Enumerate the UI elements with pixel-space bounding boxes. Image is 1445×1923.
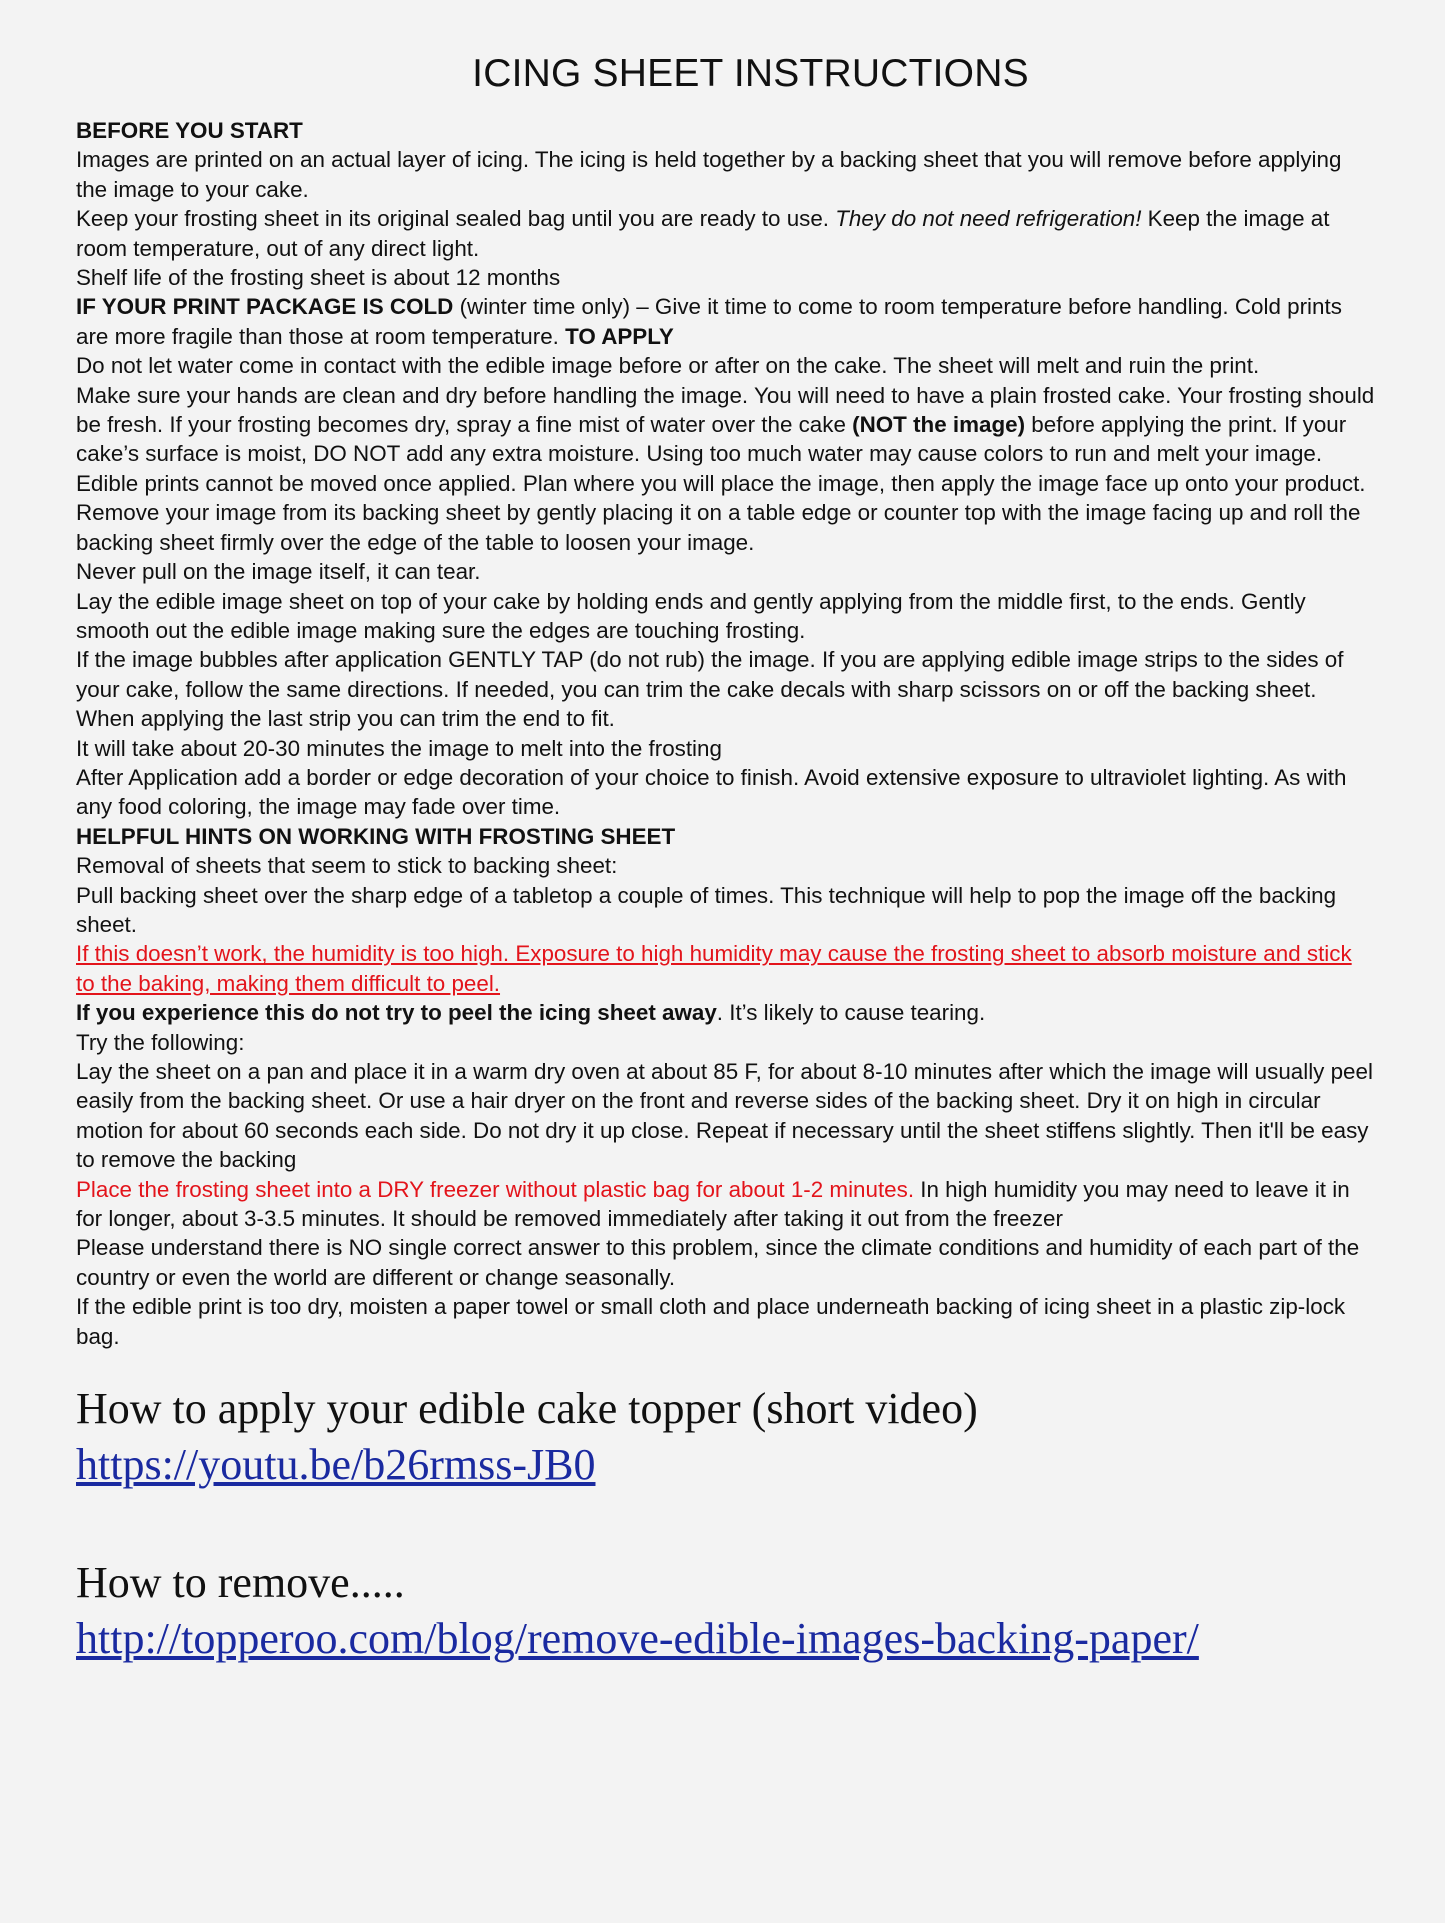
- text-run-bold: IF YOUR PRINT PACKAGE IS COLD: [76, 294, 454, 320]
- video-link[interactable]: https://youtu.be/b26rmss-JB0: [76, 1440, 596, 1490]
- links-section: [76, 1381, 1385, 1667]
- remove-link[interactable]: http://topperoo.com/blog/remove-edible-images-backing-paper/: [76, 1614, 1199, 1664]
- paragraph: [76, 998, 1376, 1027]
- paragraph: [76, 292, 1376, 351]
- spacer: [76, 1493, 1385, 1555]
- warning-paragraph: If this doesn’t work, the humidity is too high. Exposure to high humidity may cause the frosting sheet to absorb moisture and stick to the baking, making them difficult to peel.: [76, 941, 1352, 996]
- paragraph: Do not let water come in contact with the edible image before or after on the cake. The sheet will melt and ruin the print.: [76, 353, 1260, 379]
- text-run: before applying the print. If your cake’s surface is moist, DO NOT add any extra moisture. Using too much water may cause colors to run and melt your image.: [76, 412, 1347, 467]
- paragraph: If the edible print is too dry, moisten a paper towel or small cloth and place underneath backing of icing sheet in a plastic zip-lock bag.: [76, 1294, 1346, 1349]
- paragraph: It will take about 20-30 minutes the image to melt into the frosting: [76, 735, 722, 761]
- page-title: ICING SHEET INSTRUCTIONS: [472, 52, 1029, 95]
- paragraph: [76, 381, 1376, 469]
- text-run-bold: If you experience this do not try to peel the icing sheet away: [76, 1000, 717, 1026]
- paragraph: Shelf life of the frosting sheet is about 12 months: [76, 265, 561, 291]
- text-run-bold: TO APPLY: [565, 323, 674, 349]
- paragraph: Images are printed on an actual layer of icing. The icing is held together by a backing sheet that you will remove before applying the image to your cake.: [76, 147, 1342, 202]
- paragraph: Lay the edible image sheet on top of your cake by holding ends and gently applying from the middle first, to the ends. Gently smooth out the edible image making sure the edges are touching frosting.: [76, 588, 1306, 643]
- paragraph: [76, 204, 1376, 263]
- paragraph: [76, 1175, 1376, 1234]
- remove-label: How to remove.....: [76, 1558, 405, 1608]
- paragraph: After Application add a border or edge decoration of your choice to finish. Avoid extensive exposure to ultraviolet lighting. As with any food coloring, the image may fade over time.: [76, 764, 1347, 820]
- text-run-italic: They do not need refrigeration!: [835, 206, 1142, 232]
- video-label: How to apply your edible cake topper (short video): [76, 1384, 978, 1434]
- text-run: . It’s likely to cause tearing.: [716, 1000, 986, 1026]
- paragraph: Never pull on the image itself, it can tear.: [76, 559, 481, 585]
- instructions-body: [76, 116, 1376, 1351]
- paragraph: If the image bubbles after application GENTLY TAP (do not rub) the image. If you are applying edible image strips to the sides of your cake, follow the same directions. If needed, you can trim the cake decals with sharp scissors on or off the backing sheet. When applying the last strip you can trim the end to fit.: [76, 647, 1344, 732]
- paragraph: Removal of sheets that seem to stick to backing sheet:: [76, 853, 618, 879]
- text-run-bold: (NOT the image): [852, 412, 1026, 438]
- paragraph: Pull backing sheet over the sharp edge of a tabletop a couple of times. This technique will help to pop the image off the backing sheet.: [76, 882, 1337, 937]
- paragraph: Lay the sheet on a pan and place it in a warm dry oven at about 85 F, for about 8-10 minutes after which the image will usually peel easily from the backing sheet. Or use a hair dryer on the front and reverse sides of the backing sheet. Dry it on high in circular motion for about 60 seconds each side. Do not dry it up close. Repeat if necessary until the sheet stiffens slightly. Then it'll be easy to remove the backing: [76, 1059, 1373, 1173]
- paragraph: Edible prints cannot be moved once applied. Plan where you will place the image, then apply the image face up onto your product. Remove your image from its backing sheet by gently placing it on a table edge or counter top with the image facing up and roll the backing sheet firmly over the edge of the table to loosen your image.: [76, 470, 1366, 555]
- text-run-red: Place the frosting sheet into a DRY freezer without plastic bag for about 1-2 minutes.: [76, 1176, 915, 1202]
- paragraph: Try the following:: [76, 1029, 245, 1055]
- text-run: In high humidity you may need to leave it in for longer, about 3-3.5 minutes. It should be removed immediately after taking it out from the freezer: [76, 1176, 1350, 1232]
- section-heading-before-start: BEFORE YOU START: [76, 118, 303, 143]
- section-heading-helpful-hints: HELPFUL HINTS ON WORKING WITH FROSTING SHEET: [76, 823, 676, 849]
- text-run: Keep your frosting sheet in its original sealed bag until you are ready to use.: [76, 206, 836, 232]
- paragraph: Please understand there is NO single correct answer to this problem, since the climate conditions and humidity of each part of the country or even the world are different or change seasonally.: [76, 1235, 1360, 1290]
- text-run: Keep the image at room temperature, out of any direct light.: [76, 206, 1330, 261]
- text-run: (winter time only) – Give it time to come to room temperature before handling. Cold prints are more fragile than those at room temperature.: [76, 294, 1342, 349]
- text-run: Make sure your hands are clean and dry before handling the image. You will need to have a plain frosted cake. Your frosting should be fresh. If your frosting becomes dry, spray a fine mist of water over the cake: [76, 382, 1375, 438]
